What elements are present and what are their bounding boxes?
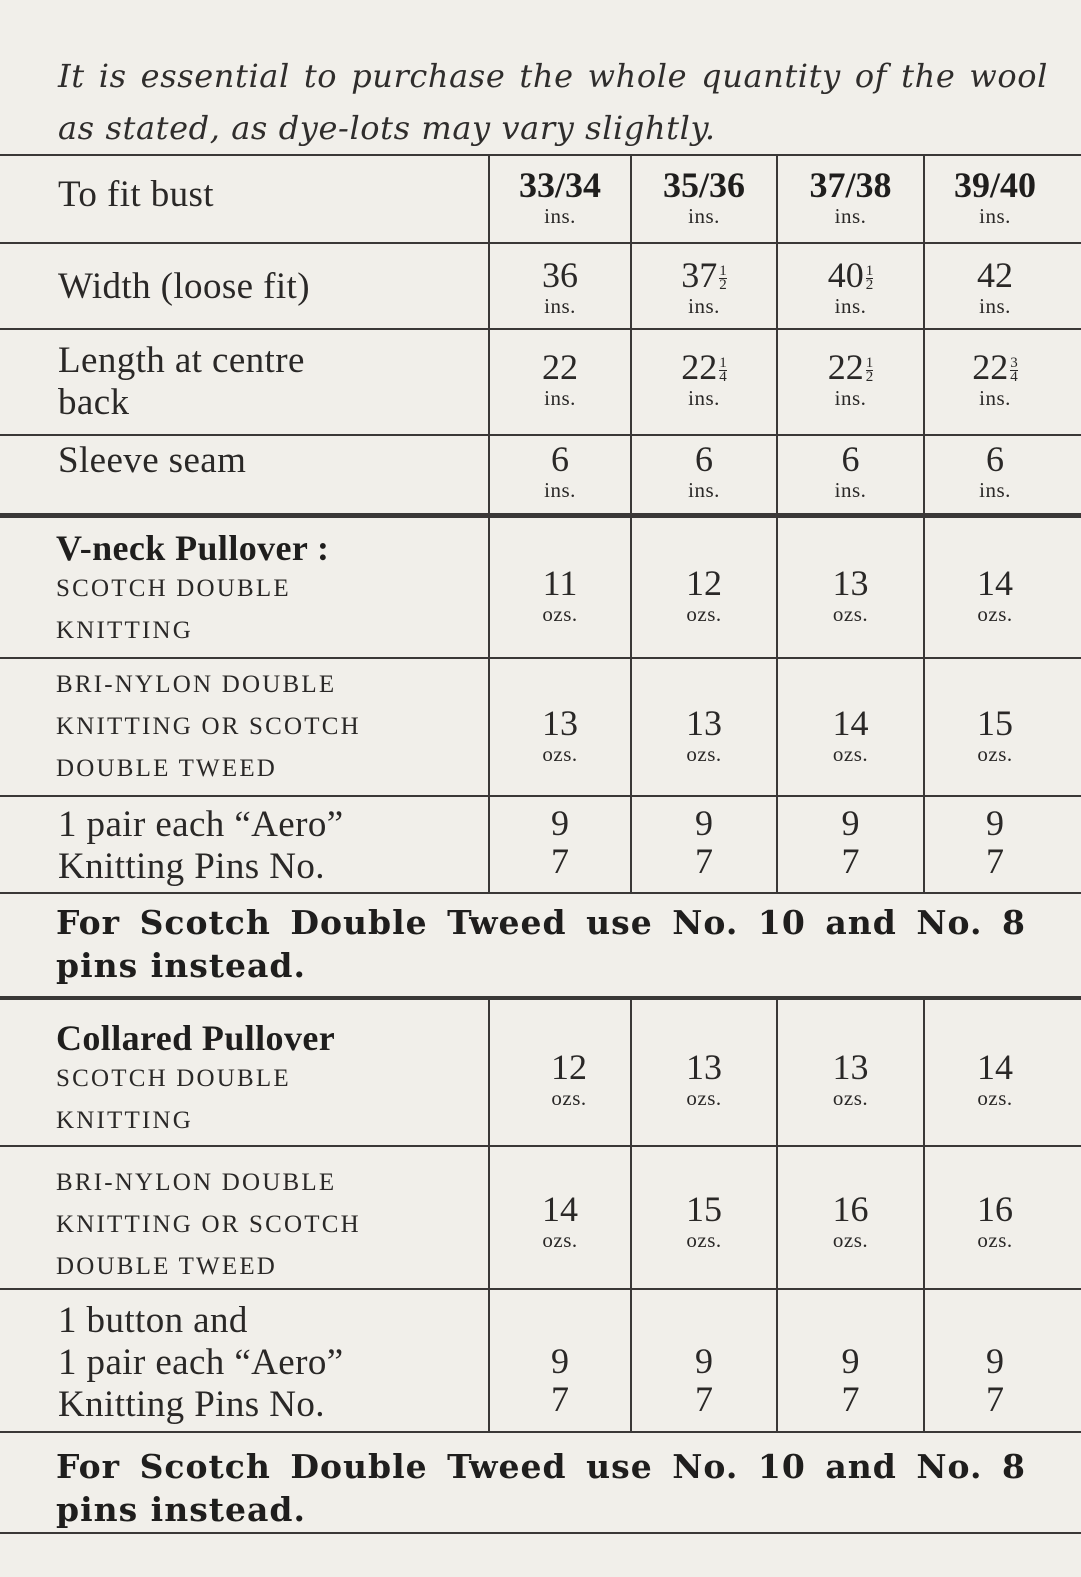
size-unit: ins. [544,204,576,228]
collared-scotch-line1: SCOTCH DOUBLE [56,1065,291,1092]
rule-row [0,434,1081,436]
pin-size-top: 9 [551,803,569,843]
collared-scotch-unit: ozs. [686,1086,722,1110]
fraction [719,265,727,292]
collared-brinylon-value: 16 [832,1189,869,1229]
collared-scotch-unit: ozs. [551,1086,587,1110]
collared-pins-cell [489,1342,631,1418]
length-cell [777,348,924,410]
rule-row [0,657,1081,659]
size-unit: ins. [979,204,1011,228]
collared-brinylon-line2: KNITTING OR SCOTCH [56,1211,361,1238]
vneck-scotch-unit: ozs. [832,602,869,626]
collared-scotch-value: 12 [551,1047,587,1087]
fraction-denominator: 4 [719,369,727,386]
size-unit: ins. [834,204,867,228]
pin-size-top: 9 [695,1341,713,1381]
vneck-scotch-line2: KNITTING [56,617,194,644]
vneck-scotch-cell [489,564,631,626]
vneck-brinylon-cell [777,704,924,766]
sleeve-value: 6 [695,439,713,479]
collared-brinylon-cell [777,1190,924,1252]
row-label-sleeve: Sleeve seam [58,440,247,481]
fraction [866,357,874,384]
collared-brinylon-cell [924,1190,1066,1252]
rule-row [0,242,1081,244]
pin-size-bottom: 7 [695,1379,713,1419]
vneck-pins-cell [631,804,777,880]
width-cell [777,256,924,318]
rule-top [0,154,1081,156]
size-unit: ins. [688,204,720,228]
width-value: 37 [681,255,718,295]
sleeve-unit: ins. [979,478,1011,502]
vneck-brinylon-cell [489,704,631,766]
vneck-brinylon-value: 13 [542,703,578,743]
sleeve-cell [489,440,631,502]
rule-section-thick [0,996,1081,1000]
vneck-pins-line2: Knitting Pins No. [58,846,325,887]
length-unit: ins. [688,386,720,410]
sleeve-unit: ins. [688,478,720,502]
width-cell [631,256,777,318]
collared-scotch-unit: ozs. [832,1086,869,1110]
size-label: 39/40 [953,165,1036,205]
fraction-denominator: 4 [1010,369,1018,386]
sleeve-unit: ins. [544,478,576,502]
vneck-brinylon-value: 14 [832,703,869,743]
fraction-numerator: 1 [865,263,874,280]
collared-brinylon-line3: DOUBLE TWEED [56,1253,278,1280]
collared-tweed-note: For Scotch Double Tweed use No. 10 and No. 8 pins instead. [56,1447,1026,1529]
vneck-brinylon-unit: ozs. [977,742,1013,766]
vneck-brinylon-line2: KNITTING OR SCOTCH [56,713,361,740]
collared-title: Collared Pullover [56,1018,336,1058]
length-cell [924,348,1066,410]
fraction [866,265,874,292]
collared-brinylon-cell [489,1190,631,1252]
collared-brinylon-unit: ozs. [832,1228,869,1252]
length-unit: ins. [979,386,1011,410]
vneck-brinylon-cell [924,704,1066,766]
vneck-scotch-unit: ozs. [686,602,722,626]
vneck-scotch-cell [777,564,924,626]
length-value: 22 [827,347,864,387]
collared-scotch-value: 14 [977,1047,1013,1087]
pin-size-top: 9 [551,1341,569,1381]
collared-brinylon-value: 14 [542,1189,578,1229]
collared-pins-label [58,1300,344,1426]
row-label-width: Width (loose fit) [58,266,310,307]
sleeve-cell [631,440,777,502]
fraction-denominator: 2 [719,277,727,294]
rule-row [0,328,1081,330]
size-label: 33/34 [518,165,601,205]
fraction-numerator: 1 [865,355,874,372]
length-unit: ins. [544,386,576,410]
vneck-pins-line1: 1 pair each “Aero” [58,804,344,845]
fraction-denominator: 2 [865,277,874,294]
sleeve-cell [924,440,1066,502]
pin-size-top: 9 [695,803,713,843]
size-header-cell [924,166,1066,228]
vneck-brinylon-value: 13 [686,703,722,743]
width-cell [924,256,1066,318]
width-value: 36 [542,255,578,295]
collared-scotch-cell [631,1048,777,1110]
sleeve-value: 6 [986,439,1004,479]
fraction [719,357,727,384]
vneck-pins-cell [777,804,924,880]
rule-row [0,1431,1081,1433]
collared-brinylon-unit: ozs. [542,1228,578,1252]
vneck-brinylon-unit: ozs. [686,742,722,766]
row-label-length-line2: back [58,382,130,423]
rule-row [0,795,1081,797]
pin-size-top: 9 [986,1341,1004,1381]
width-value: 42 [977,255,1013,295]
rule-section-thick [0,513,1081,518]
pin-size-bottom: 7 [695,841,713,881]
collared-pins-cell [631,1342,777,1418]
collared-brinylon-label [56,1162,361,1288]
size-label: 37/38 [809,165,892,205]
collared-brinylon-value: 15 [686,1189,722,1229]
collared-pins-cell [777,1342,924,1418]
vneck-scotch-cell [631,564,777,626]
vneck-brinylon-cell [631,704,777,766]
vneck-scotch-value: 12 [686,563,722,603]
collared-scotch-value: 13 [832,1047,869,1087]
collared-pins-line1: 1 button and [58,1300,248,1341]
fraction-numerator: 1 [719,355,727,372]
collared-scotch-cell [924,1048,1066,1110]
collared-brinylon-line1: BRI-NYLON DOUBLE [56,1169,337,1196]
pin-size-top: 9 [841,803,860,843]
row-label-bust: To fit bust [58,174,214,215]
pin-size-bottom: 7 [551,1379,569,1419]
collared-pins-cell [924,1342,1066,1418]
width-unit: ins. [979,294,1011,318]
collared-scotch-value: 13 [686,1047,722,1087]
vneck-scotch-cell [924,564,1066,626]
pin-size-bottom: 7 [841,841,860,881]
length-value: 22 [972,347,1009,387]
fraction [1010,357,1018,384]
fraction-denominator: 2 [865,369,874,386]
vneck-pins-label [58,804,344,888]
rule-bottom [0,1532,1081,1534]
collared-brinylon-unit: ozs. [686,1228,722,1252]
pin-size-bottom: 7 [986,841,1004,881]
vneck-pins-cell [489,804,631,880]
vneck-brinylon-label [56,664,361,790]
length-cell [631,348,777,410]
pin-size-bottom: 7 [841,1379,860,1419]
intro-text: It is essential to purchase the whole quantity of the wool as stated, as dye-lots may vary slightly. [58,57,1048,147]
width-unit: ins. [688,294,720,318]
collared-pins-line3: Knitting Pins No. [58,1384,325,1425]
pin-size-top: 9 [986,803,1004,843]
size-header-cell [631,166,777,228]
collared-pins-line2: 1 pair each “Aero” [58,1342,344,1383]
vneck-tweed-note: For Scotch Double Tweed use No. 10 and No. 8 pins instead. [56,903,1026,985]
sleeve-unit: ins. [834,478,867,502]
vneck-brinylon-unit: ozs. [542,742,578,766]
length-value: 22 [542,347,578,387]
collared-scotch-cell [777,1048,924,1110]
vneck-scotch-unit: ozs. [977,602,1013,626]
vneck-scotch-line1: SCOTCH DOUBLE [56,575,291,602]
vneck-scotch-value: 13 [832,563,869,603]
vneck-brinylon-line1: BRI-NYLON DOUBLE [56,671,337,698]
collared-scotch-unit: ozs. [977,1086,1013,1110]
fraction-numerator: 3 [1010,355,1018,372]
rule-row [0,1288,1081,1290]
sleeve-cell [777,440,924,502]
pin-size-bottom: 7 [986,1379,1004,1419]
width-unit: ins. [544,294,576,318]
rule-row [0,892,1081,894]
collared-scotch-cell [489,1048,649,1110]
vneck-brinylon-line3: DOUBLE TWEED [56,755,278,782]
vneck-pins-cell [924,804,1066,880]
size-header-cell [489,166,631,228]
fraction-numerator: 1 [719,263,727,280]
vneck-brinylon-unit: ozs. [832,742,869,766]
row-label-length-line1: Length at centre [58,340,305,381]
row-label-length [58,340,305,424]
pin-size-top: 9 [841,1341,860,1381]
width-cell [489,256,631,318]
collared-scotch-label [56,1018,335,1142]
width-unit: ins. [834,294,867,318]
collared-brinylon-value: 16 [977,1189,1013,1229]
pin-size-bottom: 7 [551,841,569,881]
sleeve-value: 6 [551,439,569,479]
length-value: 22 [681,347,718,387]
length-cell [489,348,631,410]
vneck-scotch-value: 11 [542,563,578,603]
vneck-scotch-label [56,528,329,652]
length-unit: ins. [834,386,867,410]
vneck-brinylon-value: 15 [977,703,1013,743]
rule-row [0,1145,1081,1147]
vneck-scotch-value: 14 [977,563,1013,603]
sleeve-value: 6 [841,439,860,479]
vneck-scotch-unit: ozs. [542,602,578,626]
size-header-cell [777,166,924,228]
size-label: 35/36 [662,165,745,205]
vneck-title: V-neck Pullover : [56,528,330,568]
collared-brinylon-cell [631,1190,777,1252]
collared-brinylon-unit: ozs. [977,1228,1013,1252]
width-value: 40 [827,255,864,295]
collared-scotch-line2: KNITTING [56,1107,194,1134]
